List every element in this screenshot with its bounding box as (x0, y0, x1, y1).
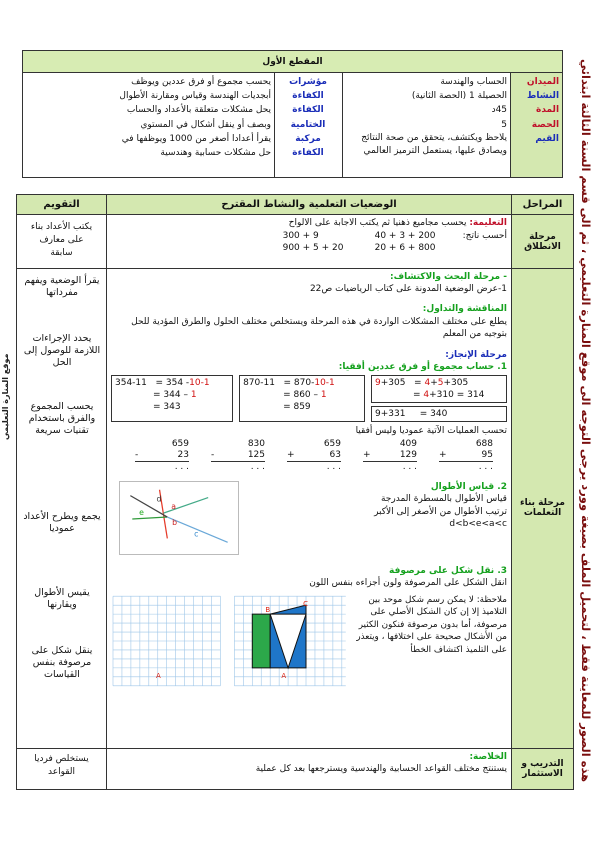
expr: = 340 (419, 409, 448, 420)
label-domain: الميدان (526, 77, 560, 87)
grid-point-label: A (281, 671, 287, 680)
segments-figure (119, 481, 239, 555)
eval-compute: يحسب المجموع والفرق باستخدام تقنيات سريعة (28, 400, 96, 436)
label-values: القيم (535, 133, 560, 144)
col-stages-header: المراحل (512, 195, 574, 215)
vertical-calc (287, 439, 341, 473)
research-title: - مرحلة البحث والاكتشاف: (390, 271, 507, 282)
launch-content (107, 215, 512, 268)
calc-dots: . . . (250, 461, 265, 472)
calc-bottom: 63 (329, 449, 341, 460)
note-text: ملاحظة: لا يمكن رسم شكل موحد بين التلاميذ إلا إن كان الشكل الأصلي على مرصوفة، أما بدون مرصوفة فنكون الكثير من الأشكال صحيحة على اختلافها ، ويتعذر على التلميذ اكتشاف الخطأ (356, 594, 507, 656)
header-right-labels (275, 73, 343, 178)
vertical-calc (363, 439, 417, 473)
col-eval-header: التقويم (17, 195, 107, 215)
calc-op: + (439, 449, 447, 460)
calc-bottom: 95 (481, 449, 493, 460)
discussion-title: المناقشة والتداول: (422, 304, 507, 315)
side-site-label: موقع المنارة التعليمي (1, 353, 10, 440)
grid-point-label: C (303, 599, 308, 608)
calc-dots: . . . (174, 461, 189, 472)
calc-dots: . . . (402, 461, 417, 472)
seg-label-e: e (139, 507, 144, 517)
diff-box: 354-11 = 354 -10-1 = 344 – 1 = 343 (111, 375, 233, 422)
seg-label-b: b (172, 517, 178, 527)
discussion-text: يطلع على مختلف المشكلات الواردة في هذه المرحلة ويستخلص مختلف الحلول والطرق المؤدية للحل بتوجيه من المعلم (131, 316, 507, 340)
eval-vertical: يجمع ويطرح الأعداد عموديا (23, 510, 101, 534)
stage-build: مرحلة بناء التعلمات (512, 268, 574, 748)
indicator-line: وبصف أو ينقل أشكال في المستوي (140, 119, 272, 130)
calc-top: 688 (475, 438, 493, 449)
label-component: مركبة (295, 133, 321, 144)
lengths-order: d<b<e<a<c (449, 519, 507, 530)
calc-bottom: 23 (177, 449, 189, 460)
indicator-line: أبجديات الهندسة وقياس ومقارنة الأطوال (119, 91, 272, 102)
compute-label: أحسب ناتج: (462, 230, 507, 241)
vertical-calc (439, 439, 493, 473)
mental-sum: 900 + 5 + 20 (282, 243, 344, 254)
calc-op: + (363, 449, 371, 460)
research-text: 1-عرض الوضعية المدونة على كتاب الرياضيات ص22 (309, 284, 507, 294)
stage-launch: مرحلة الانطلاق (512, 215, 574, 268)
expr: 9+331 (375, 409, 406, 420)
eval-measure: يقيس الأطوال ويقارنها (34, 586, 90, 610)
header-left-values (343, 73, 511, 178)
copy-text: انقل الشكل على المرصوفة ولون أجزاءه بنفس اللون (309, 578, 507, 589)
label-session: الحصة (531, 119, 560, 130)
calc-dots: . . . (478, 461, 493, 472)
vertical-calcs (111, 439, 507, 473)
lengths-text: قياس الأطوال بالمسطرة المدرجة (380, 494, 507, 505)
eval-read: يقرأ الوضعية ويفهم مفرداتها (24, 274, 100, 298)
vertical-calc (211, 439, 265, 473)
value-session: 5 (501, 119, 508, 130)
instruction-text: يحسب مجاميع ذهنيا ثم يكتب الاجابة على الالواح (288, 218, 467, 229)
calc-bottom: 125 (247, 449, 265, 460)
eval-copy: ينقل شكل على مرصوفة بنفس القياسات (31, 644, 93, 680)
seg-label-d: d (156, 494, 162, 504)
sum-box: 9+305 = 4+5+305 = 4+310 = 314 (371, 375, 507, 403)
vertical-calc (135, 439, 189, 473)
mental-sum: 40 + 3 + 200 (374, 230, 436, 241)
summary-title: الخلاصة: (469, 752, 507, 763)
calc-dots: . . . (326, 461, 341, 472)
header-table (22, 50, 563, 178)
indicator-line: يقرأ أعدادا أصغر من 1000 ويوظفها في (121, 133, 272, 144)
label-activity: النشاط (527, 91, 560, 102)
build-eval-column (17, 268, 107, 748)
header-right-values (23, 73, 275, 178)
value-domain: الحساب والهندسة (440, 77, 508, 87)
calc-top: 409 (399, 438, 417, 449)
mental-sum: 300 + 9 (282, 230, 319, 241)
label-competence-3: الكفاءة (292, 148, 324, 159)
grid-figure (111, 594, 350, 688)
side-watermark-text: هذه الصور للمعاينة فقط ، لتحميل الملف بصيغة وورد يرجى التوجه الى موقع المنارة التعليمي ، ثم الى قسم السنة الثالثة ابتدائي (579, 59, 593, 783)
lengths-title: 2. قياس الأطوال (430, 481, 507, 492)
indicator-line: يحل مشكلات متعلقة بالأعداد والحساب (126, 105, 272, 116)
indicator-line: حل مشكلات حسابية وهندسية (160, 148, 272, 159)
copy-title: 3. نقل شكل على مرصوفة (388, 565, 507, 576)
indicator-line: يحسب مجموع أو فرق عددين ويوظف (131, 77, 272, 87)
launch-eval: يكتب الأعداد بناء على معارف سابقة (17, 215, 107, 268)
calc-op: + (287, 449, 295, 460)
achievement-title: مرحلة الإنجاز: (445, 349, 507, 360)
calc-op: - (135, 449, 139, 460)
calc-top: 830 (247, 438, 265, 449)
calc-top: 659 (323, 438, 341, 449)
seg-label-c: c (194, 529, 199, 539)
sequence-title: المقطع الأول (23, 51, 563, 73)
vertical-title: تحسب العمليات الآتية عموديا وليس أفقيا (355, 426, 507, 437)
value-duration: 45د (491, 105, 508, 116)
label-indicators: مؤشرات (289, 77, 327, 87)
practice-eval: يستخلص فرديا القواعد (17, 749, 107, 790)
lengths-text: ترتيب الأطوال من الأصغر إلى الأكبر (374, 506, 507, 517)
grid-point-label: A (155, 671, 161, 680)
grid-point-label: B (265, 605, 271, 614)
build-content (107, 268, 512, 748)
label-competence-2: الكفاءة (292, 105, 324, 116)
label-final: الختامية (290, 119, 326, 130)
seg-label-a: a (171, 502, 177, 512)
header-left-labels (511, 73, 563, 178)
label-duration: المدة (536, 105, 560, 116)
lesson-table (16, 194, 574, 790)
calc-op: - (211, 449, 215, 460)
sum-section-title: 1. حساب مجموع أو فرق عددين أفقيا: (338, 362, 507, 373)
stage-practice: التدريب و الاستثمار (512, 749, 574, 790)
practice-content (107, 749, 512, 790)
calc-top: 659 (171, 438, 189, 449)
label-competence: الكفاءة (292, 91, 324, 102)
calc-bottom: 129 (399, 449, 417, 460)
value-values: يلاحظ ويكتشف، يتحقق من صحة النتائج ويصادق عليها، يستعمل الترميز العالمي (361, 132, 508, 156)
value-activity: الحصيلة 1 (الحصة الثانية) (411, 91, 508, 102)
instruction-label: التعليمة: (469, 218, 507, 229)
eval-procedure: يحدد الإجراءات اللازمة للوصول إلى الحل (23, 332, 101, 368)
sum-box (371, 406, 507, 422)
mental-sum: 20 + 6 + 800 (374, 243, 436, 254)
summary-text: يستنتج مختلف القواعد الحسابية والهندسية ويسترجعها بعد كل عملية (255, 764, 507, 775)
col-activities-header: الوضعيات التعلمية والنشاط المقترح (107, 195, 512, 215)
diff-box: 870-11 = 870-10-1 = 860 – 1 = 859 (239, 375, 365, 422)
